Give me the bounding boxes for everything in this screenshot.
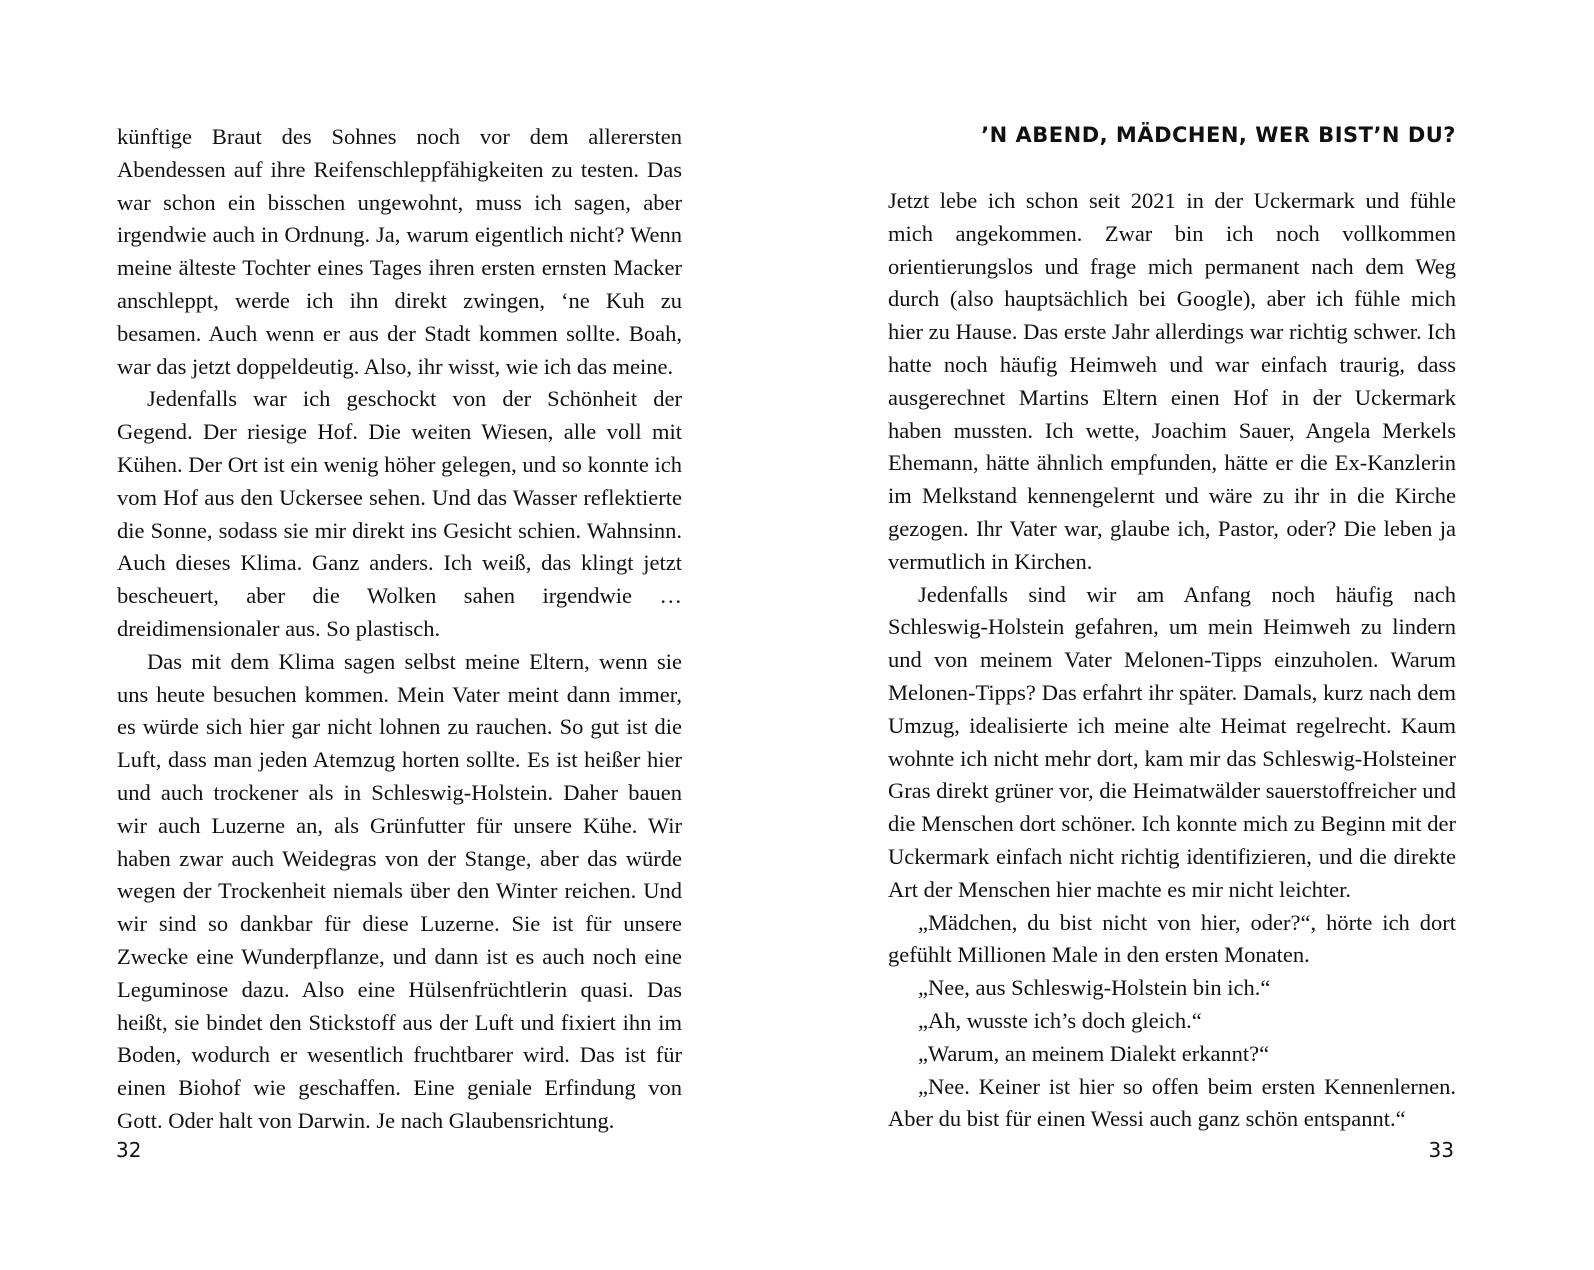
paragraph: Jedenfalls war ich geschockt von der Schönheit der Gegend. Der riesige Hof. Die weiten Wiesen, alle voll mit Kühen. Der Ort ist ein wenig höher gelegen, und so konnte ich vom Hof aus den Uckersee sehen. Und das Wasser reflektierte die Sonne, sodass sie mir direkt ins Gesicht schien. Wahnsinn. Auch dieses Klima. Ganz anders. Ich weiß, das klingt jetzt bescheuert, aber die Wolken sahen irgendwie … dreidimensionaler aus. So plastisch. bbox=[117, 386, 682, 641]
page-number-right: 33 bbox=[1428, 1138, 1454, 1162]
dialogue-line: „Nee. Keiner ist hier so offen beim ersten Kennenlernen. Aber du bist für einen Wessi auch ganz schön entspannt.“ bbox=[888, 1073, 1456, 1132]
dialogue-line: „Warum, an meinem Dialekt erkannt?“ bbox=[918, 1040, 1270, 1066]
left-page-body-text bbox=[117, 121, 682, 1138]
paragraph: Das mit dem Klima sagen selbst meine Eltern, wenn sie uns heute besuchen kommen. Mein Vater meint dann immer, es würde sich hier gar nicht lohnen zu rauchen. So gut ist die Luft, dass man jeden Atemzug horten sollte. Es ist heißer hier und auch trockener als in Schleswig-Holstein. Daher bauen wir auch Luzerne an, als Grünfutter für unsere Kühe. Wir haben zwar auch Weidegras von der Stange, aber das würde wegen der Trockenheit niemals über den Winter reichen. Und wir sind so dankbar für diese Luzerne. Sie ist für unsere Zwecke eine Wunderpflanze, und dann ist es auch noch eine Leguminose dazu. Also eine Hülsenfrüchtlerin quasi. Das heißt, sie bindet den Stickstoff aus der Luft und fixiert ihn im Boden, wodurch er wesentlich fruchtbarer wird. Das ist für einen Biohof wie geschaffen. Eine geniale Erfindung von Gott. Oder halt von Darwin. Je nach Glaubensrichtung. bbox=[117, 648, 682, 1133]
dialogue-line: „Nee, aus Schleswig-Holstein bin ich.“ bbox=[918, 975, 1271, 1001]
right-page-body-text bbox=[888, 185, 1456, 1136]
page-number-left: 32 bbox=[116, 1138, 142, 1162]
chapter-title: ’N ABEND, MÄDCHEN, WER BIST’N DU? bbox=[981, 123, 1456, 147]
dialogue-line: „Ah, wusste ich’s doch gleich.“ bbox=[918, 1007, 1202, 1033]
right-page bbox=[797, 0, 1594, 1270]
paragraph: Jedenfalls sind wir am Anfang noch häufig nach Schleswig-Holstein gefahren, um mein Heimweh zu lindern und von meinem Vater Melonen-Tipps einzuholen. Warum Melonen-Tipps? Das erfahrt ihr später. Damals, kurz nach dem Umzug, idealisierte ich meine alte Heimat regelrecht. Kaum wohnte ich nicht mehr dort, kam mir das Schleswig-Holsteiner Gras direkt grüner vor, die Heimatwälder sauerstoffreicher und die Menschen dort schöner. Ich konnte mich zu Beginn mit der Uckermark einfach nicht richtig identifizieren, und die direkte Art der Menschen hier machte es mir nicht leichter. bbox=[888, 581, 1456, 902]
dialogue-line: „Mädchen, du bist nicht von hier, oder?“, hörte ich dort gefühlt Millionen Male in den ersten Monaten. bbox=[888, 909, 1456, 968]
paragraph: künftige Braut des Sohnes noch vor dem allerersten Abendessen auf ihre Reifenschleppfähigkeiten zu testen. Das war schon ein bisschen ungewohnt, muss ich sagen, aber irgendwie auch in Ordnung. Ja, warum eigentlich nicht? Wenn meine älteste Tochter eines Tages ihren ersten ernsten Macker anschleppt, werde ich ihn direkt zwingen, ‘ne Kuh zu besamen. Auch wenn er aus der Stadt kommen sollte. Boah, war das jetzt doppeldeutig. Also, ihr wisst, wie ich das meine. bbox=[117, 124, 682, 379]
paragraph: Jetzt lebe ich schon seit 2021 in der Uckermark und fühle mich angekommen. Zwar bin ich noch vollkommen orientierungslos und frage mich permanent nach dem Weg durch (also hauptsächlich bei Google), aber ich fühle mich hier zu Hause. Das erste Jahr allerdings war richtig schwer. Ich hatte noch häufig Heimweh und war einfach traurig, dass ausgerechnet Martins Eltern einen Hof in der Uckermark haben mussten. Ich wette, Joachim Sauer, Angela Merkels Ehemann, hätte ähnlich empfunden, hätte er die Ex-Kanzlerin im Melkstand kennengelernt und wäre zu ihr in die Kirche gezogen. Ihr Vater war, glaube ich, Pastor, oder? Die leben ja vermutlich in Kirchen. bbox=[888, 188, 1456, 574]
